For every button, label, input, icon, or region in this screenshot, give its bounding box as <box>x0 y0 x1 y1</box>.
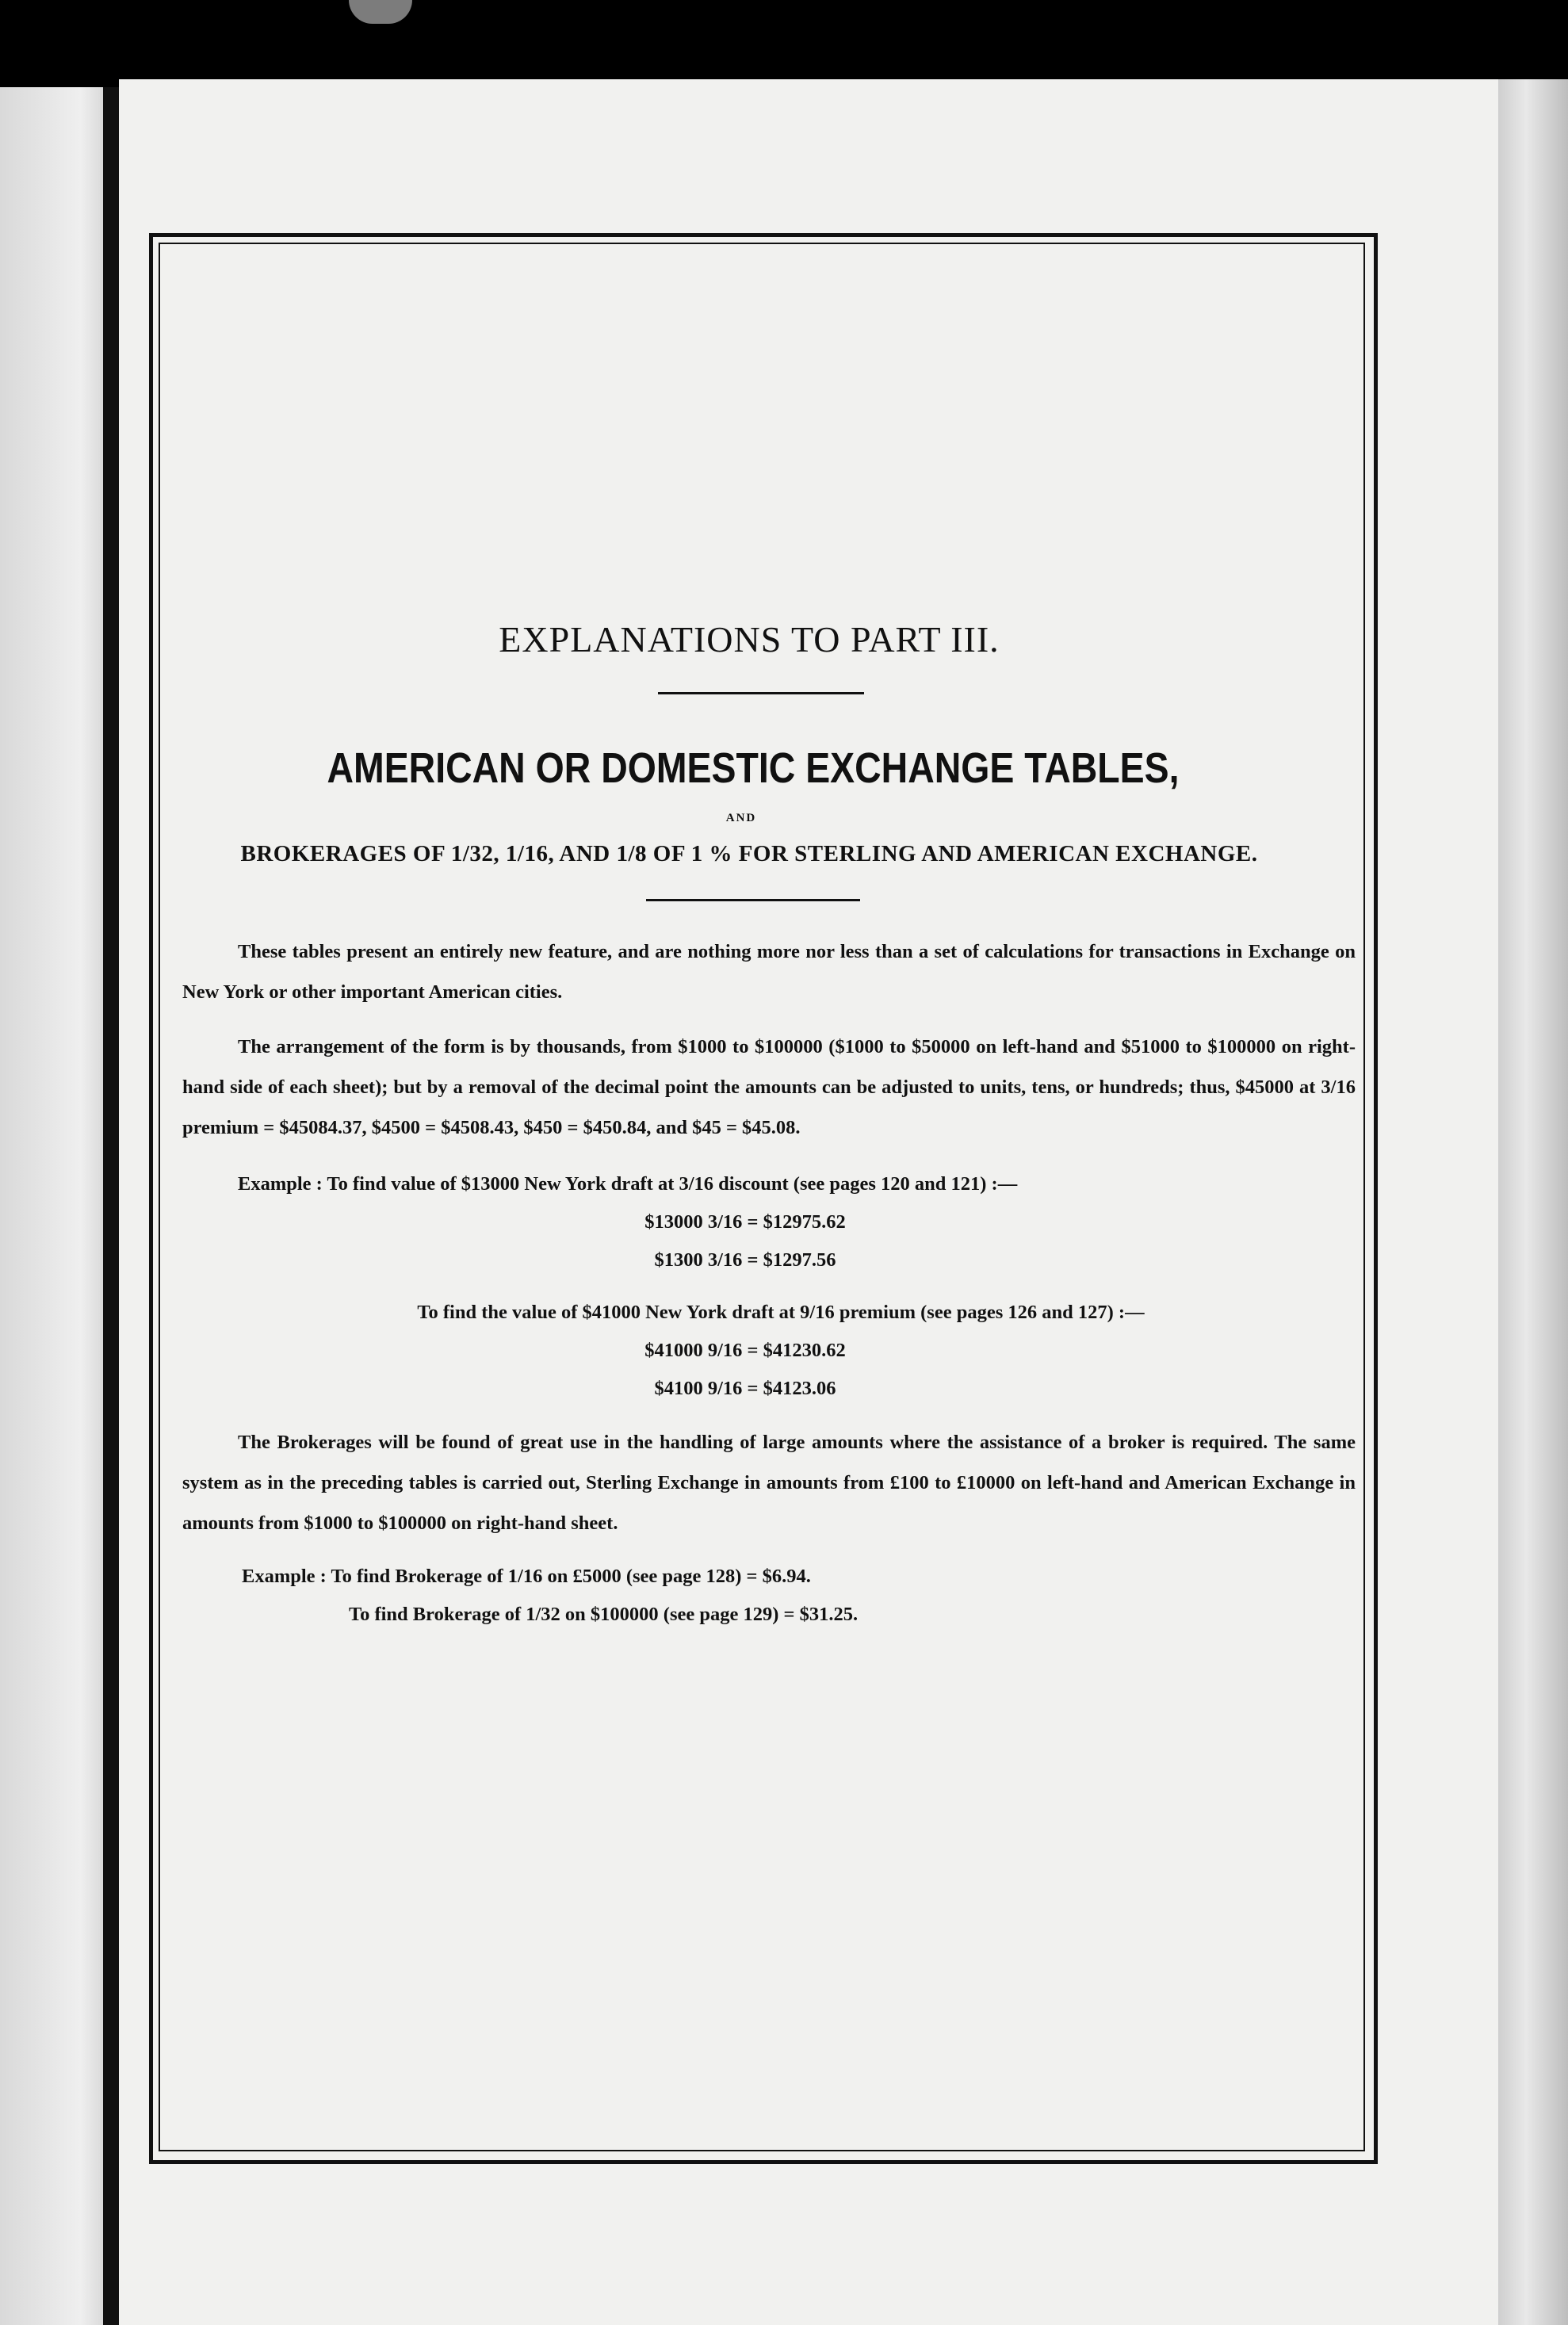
brokerage-paragraph: The Brokerages will be found of great use in the handling of large amounts where the assistance of a broker is required. The same system as in the preceding tables is carried out, Sterling Exchange in amounts from £100 to £10000 on left-hand and American Exchange in amounts from $1000 to $100000 on right-hand sheet. <box>182 1432 1356 1534</box>
binding-hole <box>349 0 412 24</box>
arrangement-paragraph: The arrangement of the form is by thousands, from $1000 to $100000 ($1000 to $50000 on left-hand and $51000 to $100000 on right-hand side of each sheet); but by a removal of the decimal point the amounts can be adjusted to units, tens, or hundreds; thus, $45000 at 3/16 premium = $45084.37, $4500 = $4508.43, $450 = $450.84, and $45 = $45.08. <box>182 1036 1356 1138</box>
example-3-line: Example : To find Brokerage of 1/16 on £5000 (see page 128) = $6.94. <box>242 1566 811 1587</box>
page-stack-edge <box>1498 79 1568 2325</box>
example-2-calculation: $41000 9/16 = $41230.62 <box>644 1340 846 1361</box>
conjunction-label: AND <box>725 812 757 824</box>
example-1-intro: Example : To find value of $13000 New York draft at 3/16 discount (see pages 120 and 121) :— <box>238 1173 1018 1195</box>
example-1-calculation: $13000 3/16 = $12975.62 <box>644 1211 846 1233</box>
example-2-calculation: $4100 9/16 = $4123.06 <box>654 1378 836 1399</box>
example-1-calculation: $1300 3/16 = $1297.56 <box>654 1249 836 1271</box>
page-content <box>182 618 1356 1634</box>
intro-paragraph: These tables present an entirely new feature, and are nothing more nor less than a set of calculations for transactions in Exchange on New York or other important American cities. <box>182 941 1356 1003</box>
page-title: AMERICAN OR DOMESTIC EXCHANGE TABLES, <box>327 744 1180 792</box>
book-gutter <box>103 87 120 2325</box>
section-heading: EXPLANATIONS TO PART III. <box>499 619 1000 660</box>
facing-page-edge <box>0 87 115 2325</box>
example-2-intro: To find the value of $41000 New York draft at 9/16 premium (see pages 126 and 127) :— <box>417 1302 1145 1323</box>
divider-rule <box>646 899 860 901</box>
divider-rule <box>658 692 864 694</box>
example-3-line: To find Brokerage of 1/32 on $100000 (see page 129) = $31.25. <box>349 1604 859 1625</box>
page-subtitle: BROKERAGES OF 1/32, 1/16, AND 1/8 OF 1 % FOR STERLING AND AMERICAN EXCHANGE. <box>240 841 1258 866</box>
